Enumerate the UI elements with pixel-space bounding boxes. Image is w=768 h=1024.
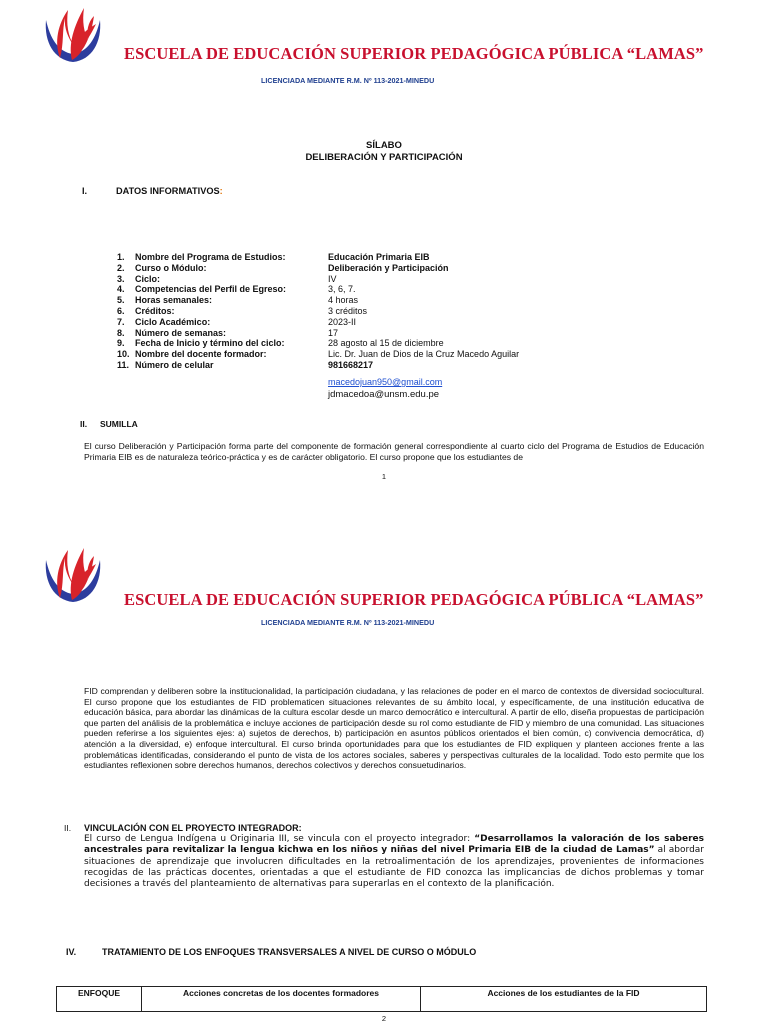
table-header: ENFOQUE <box>57 987 142 1012</box>
page-number: 1 <box>381 472 387 481</box>
section-title: SUMILLA <box>100 419 138 429</box>
section-title: TRATAMIENTO DE LOS ENFOQUES TRANSVERSALES A NIVEL DE CURSO O MÓDULO <box>102 947 477 957</box>
email-link-gmail[interactable]: macedojuan950@gmail.com <box>328 377 443 387</box>
course-title: DELIBERACIÓN Y PARTICIPACIÓN <box>305 152 463 163</box>
info-row: 4. Competencias del Perfil de Egreso: 3, 6, 7. <box>117 284 356 295</box>
info-row: 10. Nombre del docente formador: Lic. Dr. Juan de Dios de la Cruz Macedo Aguilar <box>117 349 520 360</box>
page-gap <box>0 490 768 530</box>
email-unsm: jdmacedoa@unsm.edu.pe <box>328 389 440 400</box>
section-number: II. <box>80 419 88 429</box>
vinculacion-paragraph: El curso de Lengua Indígena u Originaria III, se vincula con el proyecto integrador: “Desarrollamos la valoración de los saberes ancestrales para revitalizar la lengua kichwa en los niños y niñas del nivel Primaria EIB de la ciudad de Lamas” al abordar situaciones de aprendizaje que involucren dificultades en la retroalimentación de los aprendizajes, provenientes de informaciones recogidas de las prácticas docentes, orientadas a que el estudiante de FID conozca las implicancias de dichos problemas y tomar decisiones a través del planteamiento de alternativas para superarlas en el contexto de la planificación. <box>84 834 704 890</box>
section-heading-enfoques <box>66 947 476 957</box>
school-logo-icon <box>38 542 108 610</box>
info-row: 3. Ciclo: IV <box>117 273 337 284</box>
table-header: Acciones concretas de los docentes formadores <box>142 987 421 1012</box>
section-number: I. <box>82 186 88 196</box>
section-number: II. <box>64 823 72 833</box>
info-row: 7. Ciclo Académico: 2023-II <box>117 316 357 327</box>
info-row: 6. Créditos: 3 créditos <box>117 305 368 316</box>
page-1 <box>0 0 768 490</box>
section-heading-sumilla <box>80 419 138 429</box>
section-title: VINCULACIÓN CON EL PROYECTO INTEGRADOR: <box>84 823 302 833</box>
sumilla-paragraph: El curso Deliberación y Participación forma parte del componente de formación general correspondiente al cuarto ciclo del Programa de Estudios de Educación Primaria EIB es de naturaleza teórico-práctica y es de carácter obligatorio. El curso propone que los estudiantes de <box>84 441 704 462</box>
project-title: “Desarrollamos la valoración de los saberes ancestrales para revitalizar la lengua kichwa en los niños y niñas del nivel Primaria EIB de la ciudad de Lamas” <box>84 834 704 856</box>
vinculacion-section <box>64 823 704 890</box>
info-row: 5. Horas semanales: 4 horas <box>117 295 359 306</box>
license-text: LICENCIADA MEDIANTE R.M. Nº 113-2021-MINEDU <box>261 618 435 627</box>
info-row: 8. Número de semanas: 17 <box>117 327 339 338</box>
school-name: ESCUELA DE EDUCACIÓN SUPERIOR PEDAGÓGICA PÚBLICA “LAMAS” <box>124 44 704 63</box>
info-row: 9. Fecha de Inicio y término del ciclo: 28 agosto al 15 de diciembre <box>117 338 444 349</box>
section-colon: : <box>219 186 223 196</box>
school-logo-icon <box>38 2 108 70</box>
table-header-row <box>57 987 707 1012</box>
table-header: Acciones de los estudiantes de la FID <box>421 987 707 1012</box>
page-number: 2 <box>381 1014 387 1023</box>
document-title: SÍLABO <box>366 140 402 151</box>
enfoques-table <box>56 986 707 1012</box>
info-row: 2. Curso o Módulo: Deliberación y Participación <box>117 262 449 273</box>
section-number: IV. <box>66 947 77 957</box>
section-heading-datos <box>82 186 223 196</box>
license-text: LICENCIADA MEDIANTE R.M. Nº 113-2021-MINEDU <box>261 76 435 85</box>
section-title: DATOS INFORMATIVOS <box>116 186 220 196</box>
sumilla-continuation-paragraph: FID comprendan y deliberen sobre la institucionalidad, la participación ciudadana, y las relaciones de poder en el marco de contextos de diversidad sociocultural. El curso propone que los estudiantes de FID problematicen situaciones relevantes de su ámbito local, y específicamente, de una institución educativa de educación básica, para abordar las dinámicas de la cultura escolar desde un marco democrático e intercultural. A partir de ello, diseña propuestas de participación que parten del análisis de la problemática e incluye acciones de participación desde su rol como estudiante de FID y miembro de una comunidad. Las situaciones pueden referirse a los siguientes ejes: a) sujetos de derechos, b) participación en asuntos públicos orientados el bien común, c) convivencia democrática, d) atención a la diversidad, e) enfoque intercultural. El curso brinda oportunidades para que los estudiantes de FID expliquen y planteen acciones frente a las problemáticas identificadas, considerando el punto de vista de los actores sociales, saberes y perspectivas culturales de la localidad. Todo esto permite que los estudiantes reflexionen sobre derechos humanos, derechos colectivos y derechos consuetudinarios. <box>84 686 704 771</box>
info-row: 11. Número de celular 981668217 <box>117 359 374 370</box>
info-list <box>117 252 519 371</box>
info-row: 1. Nombre del Programa de Estudios: Educación Primaria EIB <box>117 252 430 262</box>
school-name: ESCUELA DE EDUCACIÓN SUPERIOR PEDAGÓGICA PÚBLICA “LAMAS” <box>124 590 704 609</box>
